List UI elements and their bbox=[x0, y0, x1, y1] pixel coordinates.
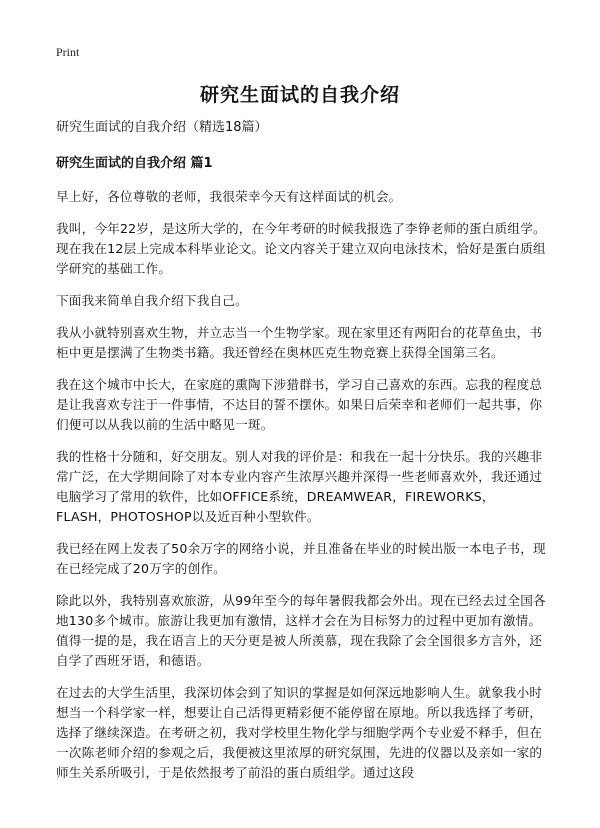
paragraph: 我的性格十分随和，好交朋友。别人对我的评价是：和我在一起十分快乐。我的兴趣非常广泛，在大学期间除了对本专业内容产生浓厚兴趣并深得一些老师喜欢外，我还通过电脑学习了常用的软件，比如OFFICE系统，DREAMWEAR，FIREWORKS，FLASH，PHOTOSHOP以及近百种小型软件。 bbox=[56, 449, 543, 524]
paragraph: 除此以外，我特别喜欢旅游，从99年至今的每年暑假我都会外出。现在已经去过全国各地130多个城市。旅游让我更加有激情，这样才会在为目标努力的过程中更加有激情。值得一提的是，我在语言上的天分更是被人所羡慕，现在我除了会全国很多方言外，还自学了西班牙语，和德语。 bbox=[56, 593, 546, 668]
paragraph: 我在这个城市中长大，在家庭的熏陶下涉猎群书，学习自己喜欢的东西。忘我的程度总是让我喜欢专注于一件事情，不达目的誓不摆休。如果日后荣幸和老师们一起共事，你们便可以从我以前的生活中略见一斑。 bbox=[56, 377, 543, 432]
page-title: 研究生面试的自我介绍 bbox=[199, 84, 400, 106]
article-subtitle: 研究生面试的自我介绍（精选18篇） bbox=[56, 120, 268, 135]
paragraph: 早上好，各位尊敬的老师，我很荣幸今天有这样面试的机会。 bbox=[56, 189, 402, 204]
paragraph: 我已经在网上发表了50余万字的网络小说，并且准备在毕业的时候出版一本电子书，现在已经完成了20万字的创作。 bbox=[56, 541, 546, 576]
article-body bbox=[56, 118, 546, 795]
paragraph: 我从小就特别喜欢生物，并立志当一个生物学家。现在家里还有两阳台的花草鱼虫，书柜中更是摆满了生物类书籍。我还曾经在奥林匹克生物竞赛上获得全国第三名。 bbox=[56, 325, 543, 360]
paragraph: 我叫，今年22岁，是这所大学的，在今年考研的时候我报选了李铮老师的蛋白质组学。现在我在12层上完成本科毕业论文。论文内容关于建立双向电泳技术，恰好是蛋白质组学研究的基础工作。 bbox=[56, 221, 546, 276]
section-heading: 研究生面试的自我介绍 篇1 bbox=[56, 156, 213, 171]
paragraph: 在过去的大学生活里，我深切体会到了知识的掌握是如何深远地影响人生。就象我小时想当一个科学家一样，想要让自己活得更精彩便不能停留在原地。所以我选择了考研，选择了继续深造。在考研之初，我对学校里生物化学与细胞学两个专业爱不释手，但在一次陈老师介绍的参观之后，我便被这里浓厚的研究氛围，先进的仪器以及亲如一家的师生关系所吸引，于是依然报考了前沿的蛋白质组学。通过这段 bbox=[56, 685, 543, 780]
print-link[interactable]: Print bbox=[56, 45, 80, 59]
paragraph: 下面我来简单自我介绍下我自己。 bbox=[56, 293, 248, 308]
